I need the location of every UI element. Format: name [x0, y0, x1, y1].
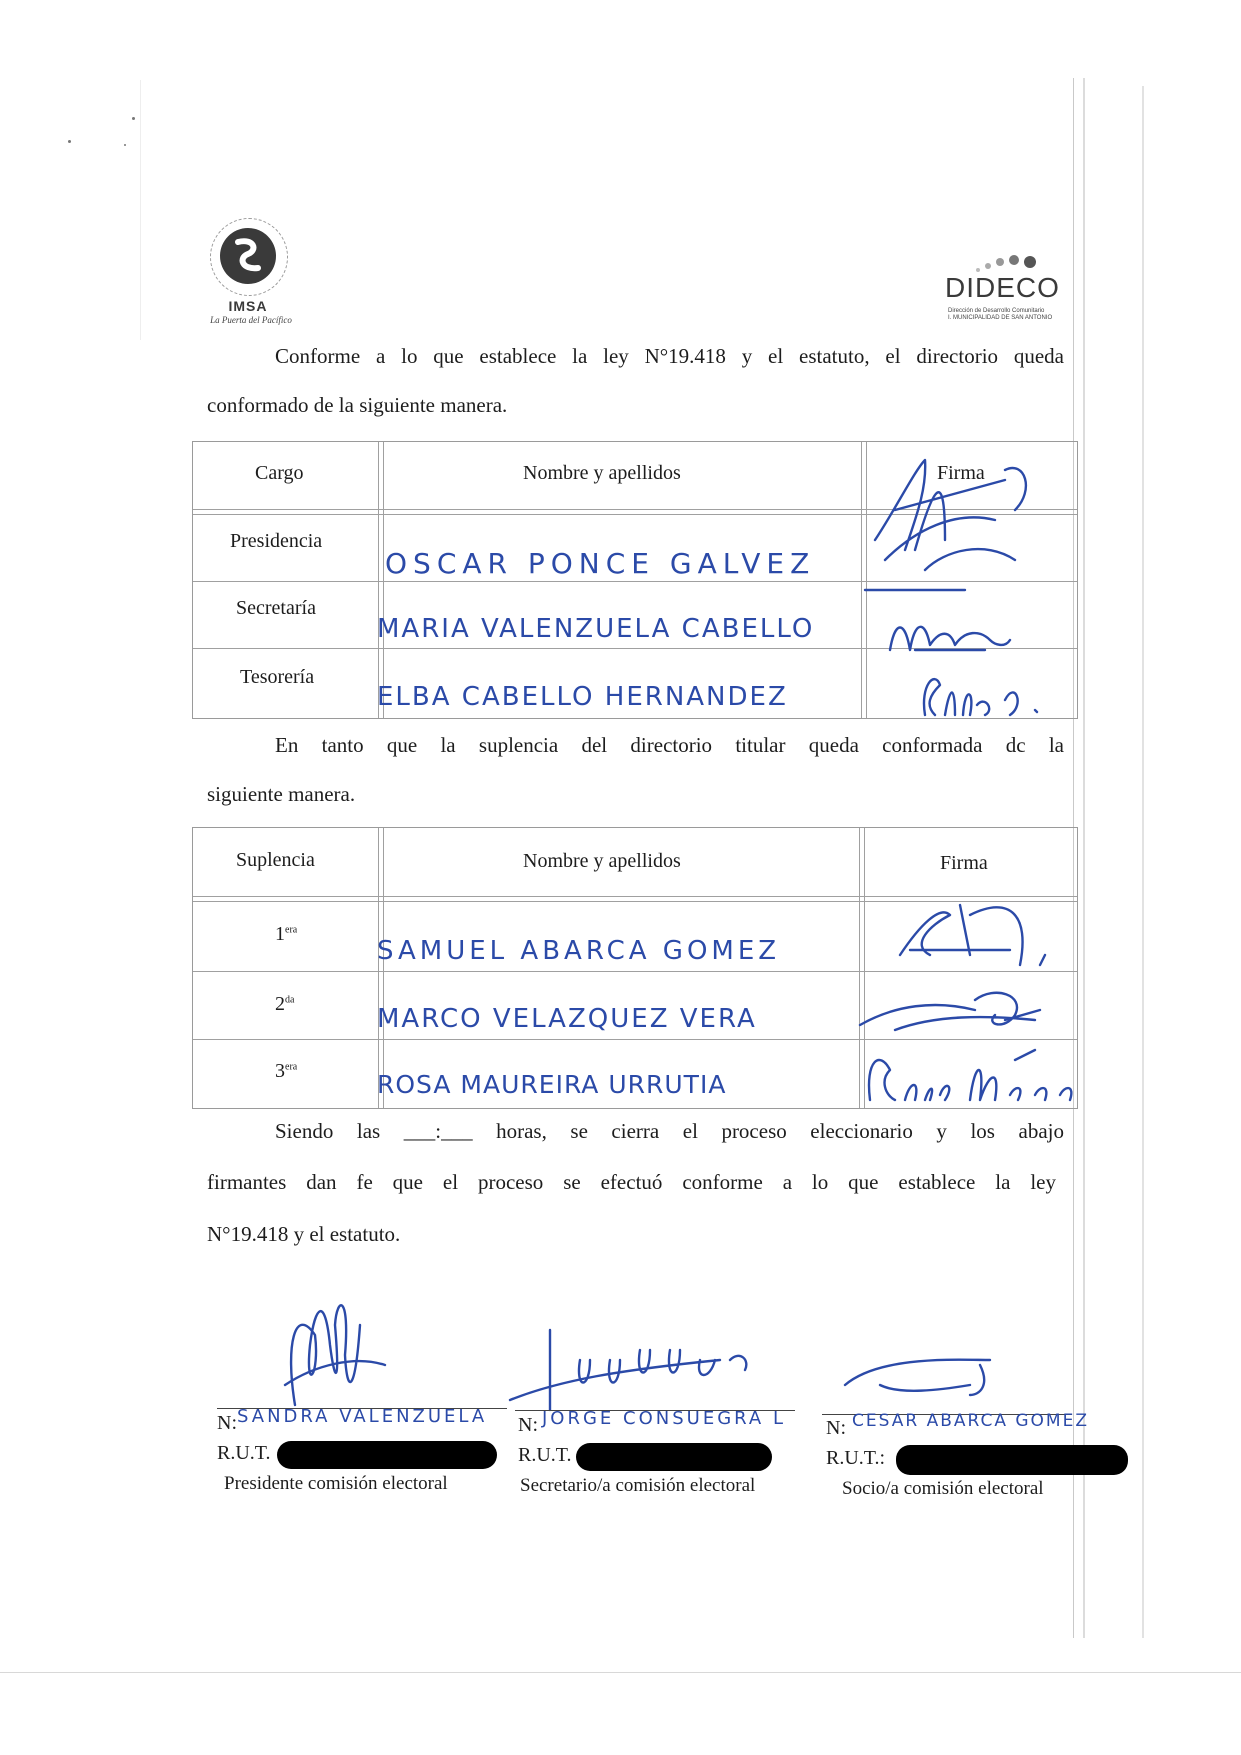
comision-nombre: CESAR ABARCA GOMEZ — [852, 1411, 1089, 1431]
signature-tesoreria — [915, 665, 1055, 725]
imsa-logo — [198, 216, 316, 332]
suplencia-line-2: siguiente manera. — [207, 782, 356, 806]
orden-number: 3 — [275, 1060, 285, 1082]
nombre-cell: ELBA CABELLO HERNANDEZ — [377, 682, 788, 712]
cierre-line-2: firmantes dan fe que el proceso se efectuó conforme a lo que establece la ley — [207, 1170, 1056, 1194]
cierre-line-1: Siendo las ___:___ horas, se cierra el proceso eleccionario y los abajo — [275, 1119, 1064, 1143]
comision-nombre: JORGE CONSUEGRA L — [542, 1408, 786, 1429]
orden-number: 2 — [275, 993, 285, 1015]
table-divider — [378, 442, 379, 718]
orden-cell — [275, 923, 297, 946]
rut-label: R.U.T. — [518, 1444, 572, 1466]
comision-rol: Presidente comisión electoral — [224, 1473, 448, 1494]
imsa-seal-icon — [220, 228, 276, 284]
signature-suplente-1 — [890, 895, 1070, 975]
signature-comision-secretario — [500, 1320, 800, 1420]
scan-speck — [68, 140, 71, 143]
redacted-rut — [576, 1443, 772, 1471]
signature-comision-socio — [840, 1345, 1020, 1405]
dideco-logo — [940, 252, 1070, 332]
signature-comision-presidente — [275, 1285, 395, 1415]
comision-rol: Socio/a comisión electoral — [842, 1478, 1044, 1499]
dideco-subtitle-2: I. MUNICIPALIDAD DE SAN ANTONIO — [948, 315, 1053, 321]
signature-suplente-2 — [855, 985, 1055, 1045]
n-label: N: — [217, 1412, 237, 1434]
cargo-cell: Secretaría — [236, 597, 316, 619]
signature-suplente-3 — [860, 1040, 1100, 1110]
redacted-rut — [277, 1441, 497, 1469]
header-nombre: Nombre y apellidos — [523, 850, 681, 872]
comision-rol: Secretario/a comisión electoral — [520, 1475, 756, 1496]
intro-line-2: conformado de la siguiente manera. — [207, 393, 508, 417]
cierre-line-3: N°19.418 y el estatuto. — [207, 1222, 401, 1246]
table-divider — [383, 828, 384, 1108]
nombre-cell: OSCAR PONCE GALVEZ — [385, 547, 816, 580]
intro-line-1: Conforme a lo que establece la ley N°19.418 y el estatuto, el directorio queda — [275, 344, 1064, 368]
redacted-rut — [896, 1445, 1128, 1475]
scan-edge — [140, 80, 141, 340]
header-suplencia: Suplencia — [236, 849, 315, 871]
dideco-subtitle-1: Dirección de Desarrollo Comunitario — [948, 308, 1045, 314]
scan-edge — [1083, 78, 1085, 1638]
suplencia-line-1: En tanto que la suplencia del directorio titular queda conformada dc la — [275, 733, 1064, 757]
header-cargo: Cargo — [255, 462, 304, 484]
nombre-cell: MARCO VELAZQUEZ VERA — [377, 1004, 757, 1034]
scan-edge — [0, 1672, 1241, 1673]
scan-speck — [132, 117, 135, 120]
header-firma: Firma — [940, 852, 988, 874]
imsa-name: IMSA — [228, 298, 268, 314]
comision-nombre: SANDRA VALENZUELA — [237, 1406, 488, 1427]
rut-label: R.U.T. — [217, 1442, 271, 1464]
table-divider — [383, 442, 384, 718]
n-label: N: — [518, 1414, 538, 1436]
scan-edge — [1142, 86, 1144, 1638]
header-nombre: Nombre y apellidos — [523, 462, 681, 484]
nombre-cell: MARIA VALENZUELA CABELLO — [377, 614, 815, 644]
scan-speck — [124, 144, 126, 146]
rut-label: R.U.T.: — [826, 1447, 886, 1469]
cargo-cell: Tesorería — [240, 666, 315, 688]
orden-suffix: era — [285, 1061, 298, 1073]
orden-suffix: da — [285, 994, 295, 1006]
n-label: N: — [826, 1417, 846, 1439]
nombre-cell: SAMUEL ABARCA GOMEZ — [377, 936, 781, 966]
orden-cell — [275, 993, 294, 1016]
dideco-name: DIDECO — [945, 272, 1060, 303]
dideco-subtitle — [948, 308, 1052, 322]
signature-secretaria — [885, 610, 1015, 660]
orden-number: 1 — [275, 923, 285, 945]
table-divider — [378, 828, 379, 1108]
imsa-tagline: La Puerta del Pacífico — [210, 315, 292, 325]
header-firma: Firma — [937, 462, 985, 484]
nombre-cell: ROSA MAUREIRA URRUTIA — [377, 1070, 727, 1099]
orden-cell — [275, 1060, 297, 1083]
cargo-cell: Presidencia — [230, 530, 323, 552]
orden-suffix: era — [285, 924, 298, 936]
